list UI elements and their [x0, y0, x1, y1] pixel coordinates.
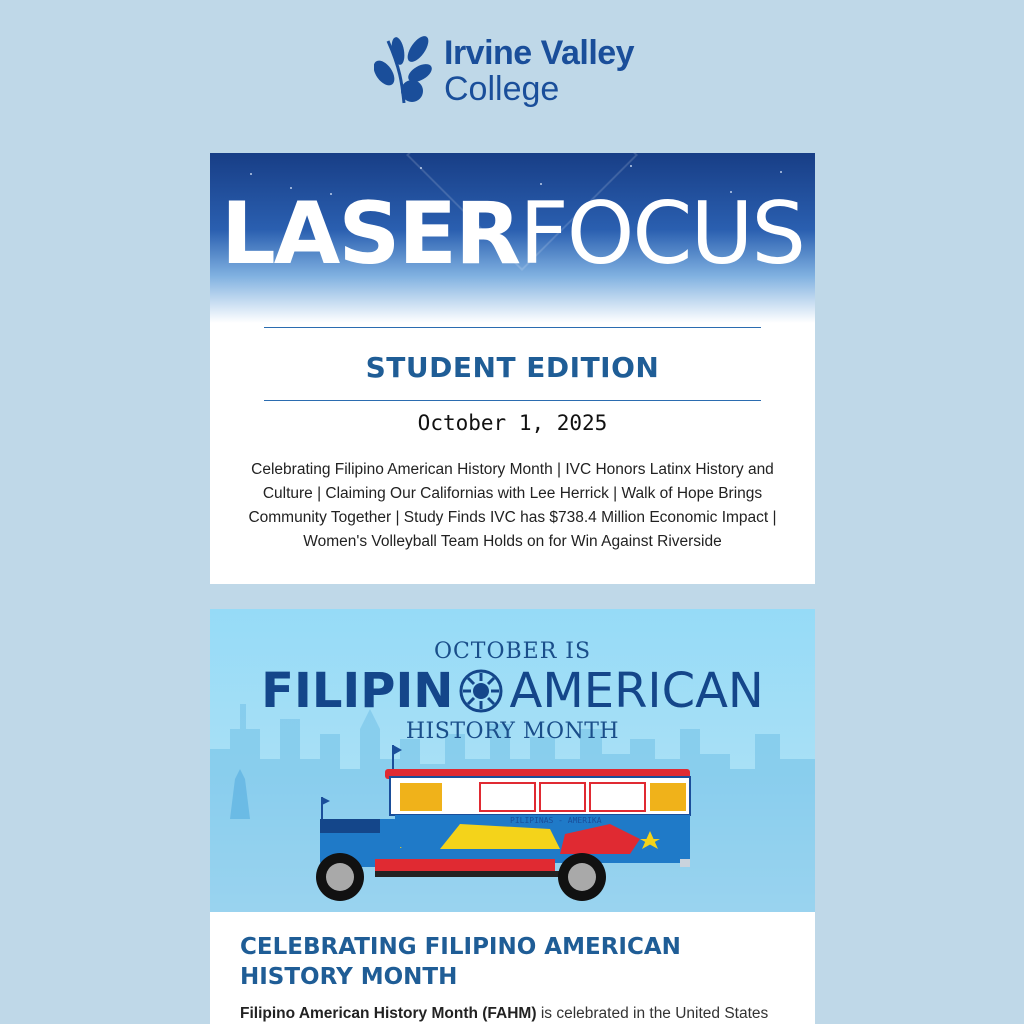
- star-decoration: [630, 165, 632, 167]
- star-decoration: [250, 173, 252, 175]
- title-bold-part: LASER: [220, 184, 520, 284]
- feature-article-card: [210, 609, 815, 1024]
- college-logo[interactable]: [374, 30, 654, 112]
- star-decoration: [780, 171, 782, 173]
- jeepney-sign: PILIPINAS - AMERIKA: [510, 816, 602, 825]
- newsletter-header-card: [210, 153, 815, 584]
- logo-wordmark: [444, 36, 634, 106]
- article-body-bold: Filipino American History Month (FAHM): [240, 1005, 537, 1022]
- issue-date: October 1, 2025: [417, 411, 608, 435]
- title-light-part: FOCUS: [519, 184, 804, 284]
- logo-line-2: College: [444, 70, 560, 108]
- article-body: [240, 1002, 785, 1024]
- jeepney-illustration: [210, 609, 815, 912]
- star-decoration: [420, 167, 422, 169]
- divider-top: [264, 327, 761, 328]
- divider-bottom: [264, 400, 761, 401]
- fahm-main-light: AMERICAN: [509, 663, 764, 719]
- olive-branch-icon: [374, 33, 438, 109]
- newsletter-title: [210, 184, 815, 284]
- fahm-main-bold: FILIPIN: [261, 663, 454, 719]
- article-body-text: is celebrated in the United States: [536, 1005, 769, 1022]
- edition-heading: STUDENT EDITION: [365, 351, 660, 384]
- fahm-banner-bottom-text: HISTORY MONTH: [405, 719, 620, 744]
- issue-summary: Celebrating Filipino American History Month | IVC Honors Latinx History and Culture | Claiming Our Californias with Lee Herrick | Walk of Hope Brings Community Together | Study Finds IVC has $738.4 Million Economic Impact | Women's Volleyball Team Holds on for Win Against Riverside: [248, 461, 777, 550]
- article-title[interactable]: CELEBRATING FILIPINO AMERICAN HISTORY MONTH: [240, 934, 681, 990]
- fahm-banner-top-text: OCTOBER IS: [433, 639, 592, 664]
- laser-focus-banner: [210, 153, 815, 323]
- fahm-banner-image[interactable]: [210, 609, 815, 912]
- logo-line-1: Irvine Valley: [444, 34, 635, 72]
